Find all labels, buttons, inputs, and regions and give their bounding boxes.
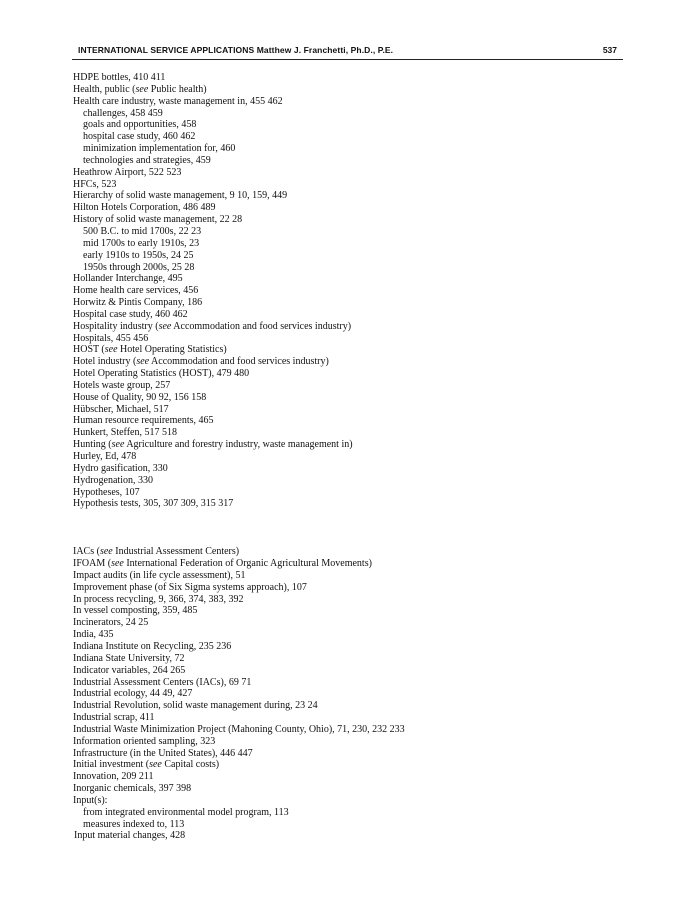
- see-reference: see: [99, 546, 113, 558]
- see-reference: see: [135, 83, 149, 95]
- index-entry: Input(s):: [73, 794, 108, 806]
- index-entry: HFCs, 523: [73, 178, 117, 190]
- index-entry: Health care industry, waste management in, 455 462: [73, 95, 283, 107]
- index-entry: [73, 356, 633, 368]
- entry-text: Capital costs): [161, 759, 220, 771]
- index-entry: Hydrogenation, 330: [73, 474, 153, 486]
- index-entry: Hübscher, Michael, 517: [73, 403, 169, 415]
- index-entry: Industrial scrap, 411: [73, 712, 155, 724]
- index-entry: Incinerators, 24 25: [73, 617, 149, 629]
- index-entry: Industrial Waste Minimization Project (Mahoning County, Ohio), 71, 230, 232 233: [73, 723, 405, 735]
- index-entry: Hydro gasification, 330: [73, 462, 168, 474]
- index-entry: House of Quality, 90 92, 156 158: [73, 391, 207, 403]
- see-reference: see: [111, 558, 124, 570]
- index-body: [73, 72, 633, 842]
- entry-text: Health, public (: [73, 83, 136, 95]
- index-subentry: early 1910s to 1950s, 24 25: [83, 249, 194, 261]
- index-entry: Hollander Interchange, 495: [73, 273, 183, 285]
- entry-text: International Federation of Organic Agricultural Movements): [123, 558, 372, 570]
- entry-text: IACs (: [73, 546, 100, 558]
- index-entry: Hurley, Ed, 478: [73, 451, 137, 462]
- index-entry: Hotel Operating Statistics (HOST), 479 480: [73, 368, 250, 380]
- index-subentry: challenges, 458 459: [83, 107, 163, 119]
- index-entry: Horwitz & Pintis Company, 186: [73, 297, 203, 309]
- index-entry: Hotels waste group, 257: [73, 379, 171, 391]
- entry-text: Accommodation and food services industry): [149, 356, 329, 368]
- entry-text: Public health): [148, 83, 207, 95]
- entry-text: Initial investment (: [73, 759, 150, 771]
- index-entry: [73, 439, 633, 451]
- index-entry: Home health care services, 456: [73, 285, 199, 297]
- index-entry: Infrastructure (in the United States), 446 447: [73, 747, 253, 759]
- index-entry: Industrial Revolution, solid waste management during, 23 24: [73, 700, 318, 712]
- section-gap: [73, 510, 633, 546]
- entry-text: Accommodation and food services industry): [171, 320, 352, 332]
- index-subentry: goals and opportunities, 458: [83, 119, 197, 131]
- index-entry: Human resource requirements, 465: [73, 415, 214, 427]
- entry-text: Hotel Operating Statistics): [117, 344, 227, 356]
- entry-text: Industrial Assessment Centers): [112, 546, 240, 558]
- index-entry: Indiana Institute on Recycling, 235 236: [73, 640, 232, 652]
- index-entry: Industrial ecology, 44 49, 427: [73, 688, 193, 700]
- header-title: INTERNATIONAL SERVICE APPLICATIONS Matthew J. Franchetti, Ph.D., P.E.: [78, 45, 394, 55]
- index-entry: Inorganic chemicals, 397 398: [73, 783, 192, 795]
- index-entry: [73, 344, 633, 356]
- entry-text: Hospitality industry (: [73, 320, 159, 332]
- index-entry: India, 435: [73, 629, 114, 641]
- index-subentry: hospital case study, 460 462: [83, 131, 196, 143]
- index-entry: Hypothesis tests, 305, 307 309, 315 317: [73, 498, 234, 510]
- entry-text: Hunting (: [73, 439, 112, 451]
- index-entry: In vessel composting, 359, 485: [73, 605, 198, 617]
- index-entry: Hypotheses, 107: [73, 486, 140, 498]
- index-entry: Industrial Assessment Centers (IACs), 69 71: [73, 676, 252, 688]
- entry-text: HOST (: [73, 344, 105, 356]
- index-subentry: technologies and strategies, 459: [83, 154, 211, 166]
- index-entry: Indiana State University, 72: [73, 652, 185, 664]
- index-subentry: minimization implementation for, 460: [83, 143, 236, 155]
- index-entry: History of solid waste management, 22 28: [73, 214, 243, 226]
- index-entry: Hospital case study, 460 462: [73, 308, 188, 320]
- index-subentry: mid 1700s to early 1910s, 23: [83, 237, 200, 249]
- see-reference: see: [104, 344, 118, 356]
- index-section-h: [73, 72, 633, 510]
- index-entry: [73, 558, 633, 570]
- index-subentry: from integrated environmental model program, 113: [83, 806, 289, 818]
- index-entry: [73, 546, 633, 558]
- index-subentry: 500 B.C. to mid 1700s, 22 23: [83, 225, 202, 237]
- entry-text: Hotel industry (: [73, 356, 137, 368]
- page-number: 537: [602, 45, 617, 55]
- index-entry: Hunkert, Steffen, 517 518: [73, 427, 177, 439]
- index-entry: Hilton Hotels Corporation, 486 489: [73, 202, 216, 214]
- index-entry: Heathrow Airport, 522 523: [73, 166, 182, 178]
- index-entry: Information oriented sampling, 323: [73, 735, 216, 747]
- index-entry: [73, 759, 633, 771]
- index-entry: Input material changes, 428: [74, 830, 186, 842]
- see-reference: see: [149, 759, 162, 771]
- see-reference: see: [136, 356, 150, 368]
- index-entry: [73, 321, 633, 333]
- running-header: [72, 42, 623, 60]
- see-reference: see: [111, 439, 125, 451]
- index-entry: Hierarchy of solid waste management, 9 10, 159, 449: [73, 190, 288, 202]
- index-entry: In process recycling, 9, 366, 374, 383, 392: [73, 593, 244, 605]
- index-entry: [73, 84, 633, 96]
- index-subentry: measures indexed to, 113: [83, 818, 185, 830]
- entry-text: Agriculture and forestry industry, waste management in): [124, 439, 353, 451]
- see-reference: see: [158, 320, 172, 332]
- index-entry: Indicator variables, 264 265: [73, 664, 186, 676]
- index-section-i: [73, 546, 633, 842]
- index-entry: Impact audits (in life cycle assessment), 51: [73, 569, 246, 581]
- index-entry: Innovation, 209 211: [73, 771, 154, 783]
- index-subentry: 1950s through 2000s, 25 28: [83, 261, 195, 273]
- index-entry: Improvement phase (of Six Sigma systems approach), 107: [73, 581, 307, 593]
- index-entry: Hospitals, 455 456: [73, 332, 149, 344]
- entry-text: IFOAM (: [73, 558, 112, 570]
- index-entry: HDPE bottles, 410 411: [73, 72, 166, 83]
